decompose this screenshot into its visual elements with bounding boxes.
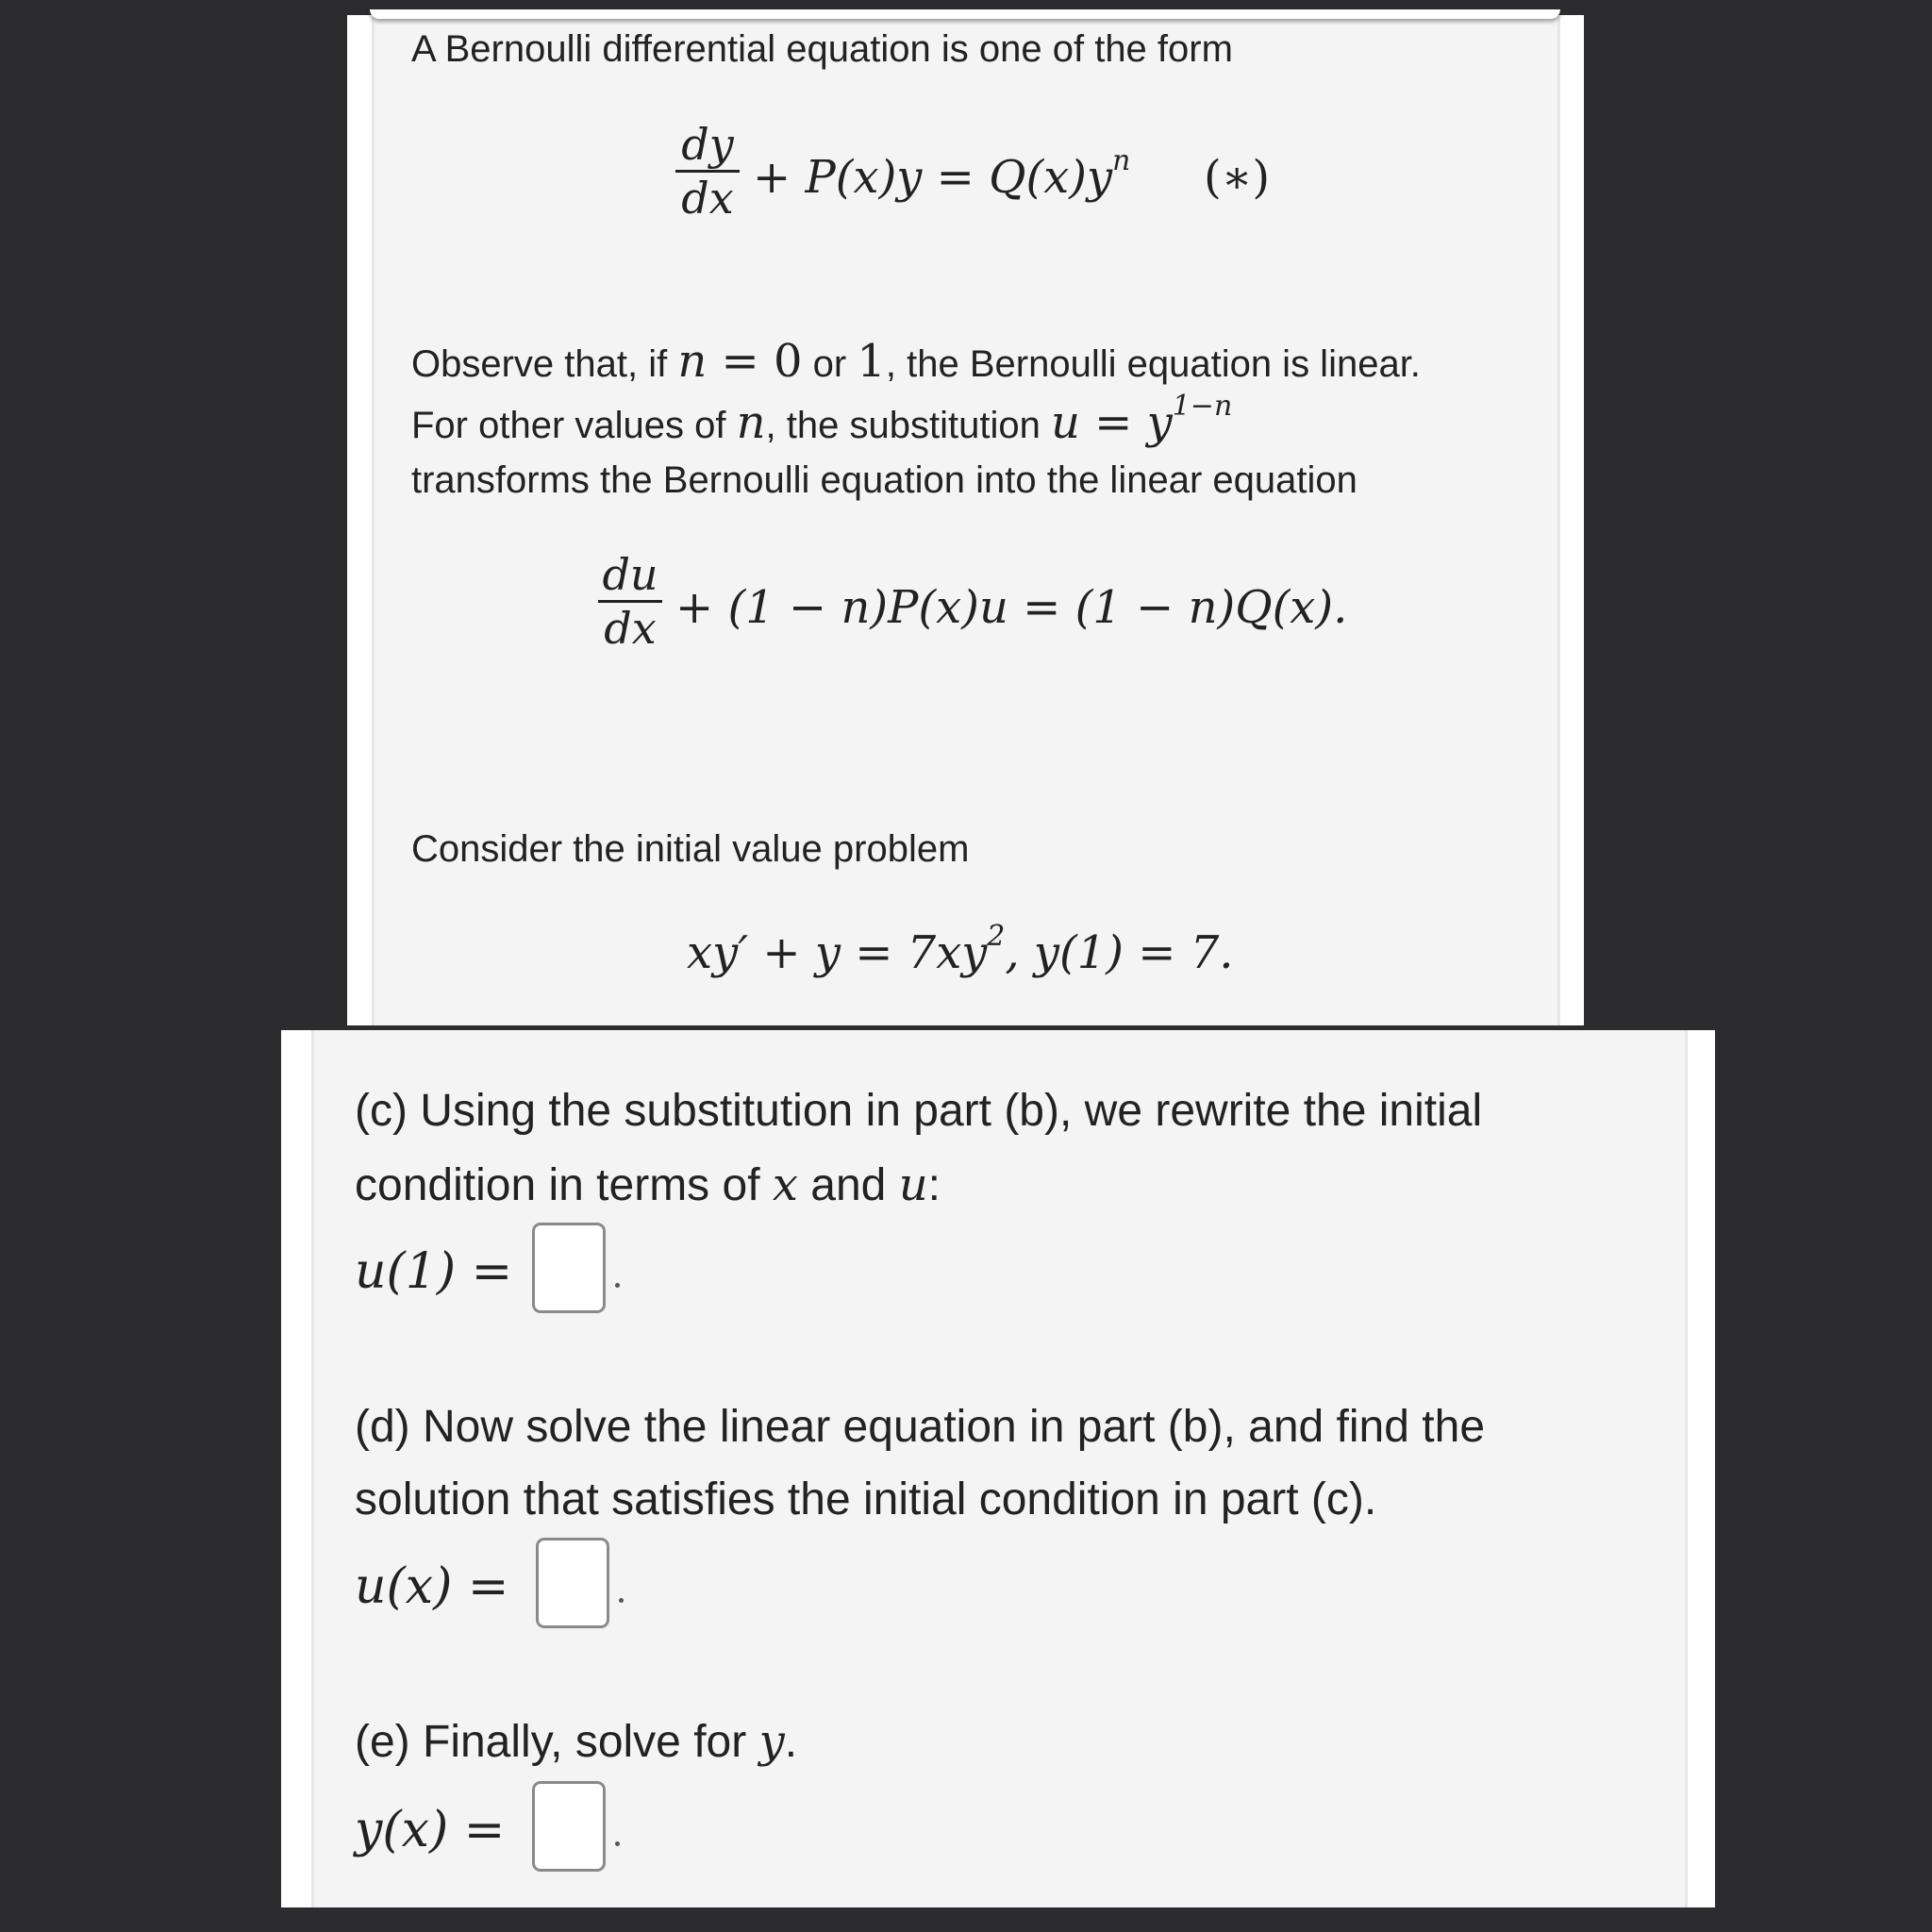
ux-answer-input[interactable] xyxy=(536,1538,609,1628)
observe-line-1: Observe that, if n = 0 or 1, the Bernoulli equation is linear. xyxy=(411,335,1421,388)
part-e-line-1: (e) Finally, solve for y. xyxy=(355,1715,798,1768)
eq-star-tag: (∗) xyxy=(1204,151,1271,204)
period-dot xyxy=(619,1598,624,1603)
part-d-answer-label: u(x) = xyxy=(355,1558,509,1615)
observe-line-2: For other values of n, the substitution $u = y^{1-n}$ xyxy=(411,390,1233,449)
eq-star-numerator: dy xyxy=(681,119,734,170)
part-d-line-1: (d) Now solve the linear equation in part (b), and find the xyxy=(355,1402,1486,1452)
period-dot xyxy=(615,1283,620,1288)
eq-star-denominator: dx xyxy=(681,173,734,224)
intro-text: A Bernoulli differential equation is one of the form xyxy=(411,28,1233,70)
observe-line-3: transforms the Bernoulli equation into the linear equation xyxy=(411,459,1357,501)
eq-star-fraction xyxy=(675,119,740,224)
ivp-equation: $xy' + y = 7xy^2$, y(1) = 7. xyxy=(687,920,1234,979)
eq-linear-fraction xyxy=(598,549,662,654)
part-c-answer-label: u(1) = xyxy=(355,1243,513,1300)
u1-answer-input[interactable] xyxy=(532,1223,606,1313)
part-c-line-2: condition in terms of x and u: xyxy=(355,1158,941,1211)
yx-answer-input[interactable] xyxy=(532,1781,606,1872)
eq-linear-body: + (1 − n)P(x)u = (1 − n)Q(x). xyxy=(675,581,1348,634)
eq-star-body: + $P(x)y = Q(x)y^n$ xyxy=(753,144,1131,204)
consider-text: Consider the initial value problem xyxy=(411,828,970,870)
top-panel-edge xyxy=(370,9,1560,19)
part-e-answer-label: y(x) = xyxy=(355,1802,506,1858)
part-d-line-2: solution that satisfies the initial condition in part (c). xyxy=(355,1474,1377,1524)
eq-linear-denominator: dx xyxy=(604,603,657,654)
eq-linear-numerator: du xyxy=(602,549,658,600)
period-dot xyxy=(615,1841,620,1846)
part-c-line-1: (c) Using the substitution in part (b), we rewrite the initial xyxy=(355,1086,1483,1136)
